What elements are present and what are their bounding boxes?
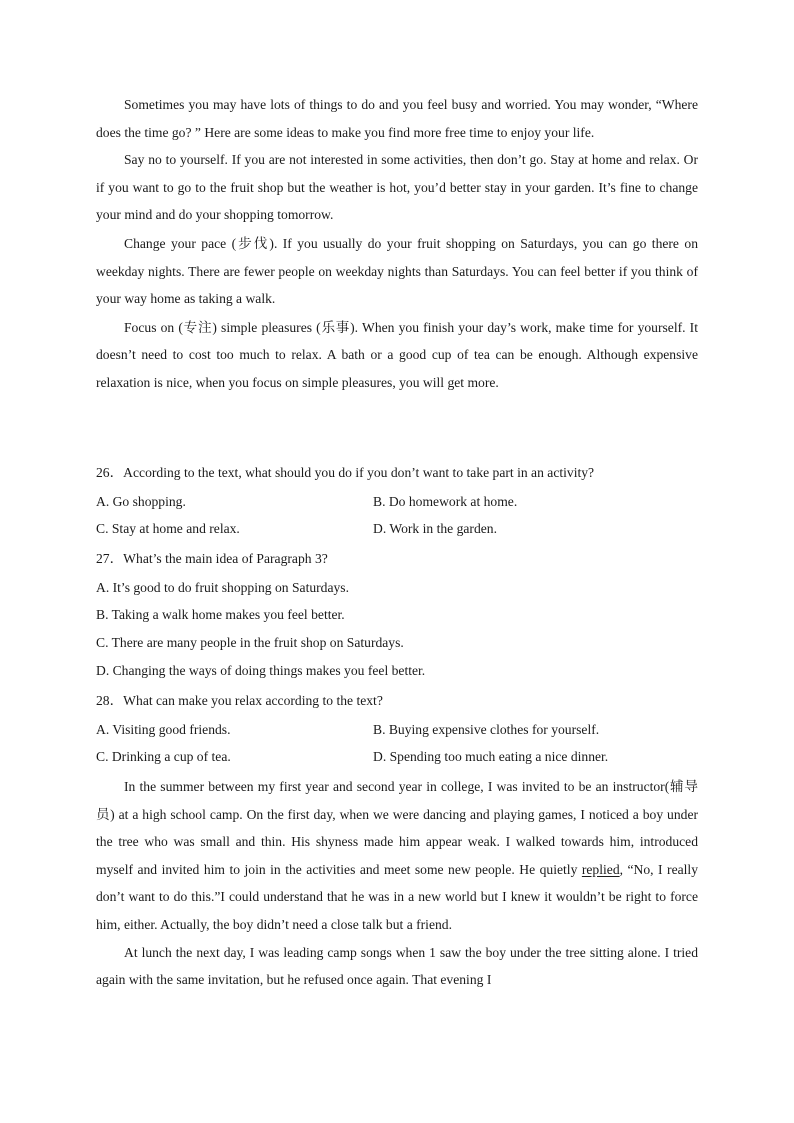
question-stem: 26．According to the text, what should you do if you don’t want to take part in an activity? bbox=[96, 465, 595, 480]
paragraph-text-start: In the summer between my first year and second year in college, I was invited to be an instructor(辅导员) at a high school camp. On the first day, when we were dancing and playing games, I noticed a boy under the tree who was small and thin. His shyness made him appear weak. I walked towards him, introduced myself and invited him to join in the activities and meet some new people. He quietly bbox=[96, 779, 698, 877]
question-28 bbox=[96, 687, 698, 770]
passage-2-paragraph-1 bbox=[96, 773, 698, 939]
passage-2 bbox=[96, 773, 698, 994]
passage-1 bbox=[96, 91, 698, 397]
question-26 bbox=[96, 459, 698, 542]
passage-1-paragraph-4: Focus on (专注) simple pleasures (乐事). When you finish your day’s work, make time for yourself. It doesn’t need to cost too much to relax. A bath or a good cup of tea can be enough. Although expensive relaxation is nice, when you focus on simple pleasures, you will get more. bbox=[96, 319, 698, 390]
option-a: A. Visiting good friends. bbox=[96, 721, 231, 737]
option-c: C. There are many people in the fruit shop on Saturdays. bbox=[96, 635, 404, 651]
option-d: D. Work in the garden. bbox=[373, 521, 497, 536]
passage-2-paragraph-2: At lunch the next day, I was leading camp songs when 1 saw the boy under the tree sitting alone. I tried again with the same invitation, but he refused once again. That evening I bbox=[96, 944, 698, 988]
option-c: C. Drinking a cup of tea. bbox=[96, 749, 231, 764]
option-d: D. Spending too much eating a nice dinner. bbox=[373, 749, 609, 764]
option-d: D. Changing the ways of doing things makes you feel better. bbox=[96, 662, 426, 678]
passage-1-paragraph-3: Change your pace (步伐). If you usually do your fruit shopping on Saturdays, you can go there on weekday nights. There are fewer people on weekday nights than Saturdays. You can feel better if you think of your way home as taking a walk. bbox=[96, 235, 698, 307]
option-c: C. Stay at home and relax. bbox=[96, 521, 240, 536]
question-stem: 28．What can make you relax according to the text? bbox=[96, 693, 383, 708]
passage-1-paragraph-1: Sometimes you may have lots of things to do and you feel busy and worried. You may wonder, “Where does the time go? ” Here are some ideas to make you find more free time to enjoy your life. bbox=[96, 97, 698, 140]
paragraph-text-end: , “No, I really don’t want to do this.”I could understand that he was in a new world but I knew it wouldn’t be right to force him, either. Actually, the boy didn’t need a close talk but a friend. bbox=[96, 861, 698, 932]
passage-1-paragraph-2: Say no to yourself. If you are not interested in some activities, then don’t go. Stay at home and relax. Or if you want to go to the fruit shop but the weather is hot, you’d better stay in your garden. It’s fine to change your mind and do your shopping tomorrow. bbox=[96, 152, 698, 223]
option-a: A. It’s good to do fruit shopping on Saturdays. bbox=[96, 579, 349, 595]
option-b: B. Buying expensive clothes for yourself. bbox=[373, 721, 600, 737]
question-stem: 27．What’s the main idea of Paragraph 3? bbox=[96, 551, 328, 566]
underlined-word: replied bbox=[581, 861, 620, 877]
option-b: B. Taking a walk home makes you feel better. bbox=[96, 607, 345, 623]
question-27 bbox=[96, 545, 698, 685]
option-b: B. Do homework at home. bbox=[373, 493, 518, 509]
option-a: A. Go shopping. bbox=[96, 493, 186, 509]
